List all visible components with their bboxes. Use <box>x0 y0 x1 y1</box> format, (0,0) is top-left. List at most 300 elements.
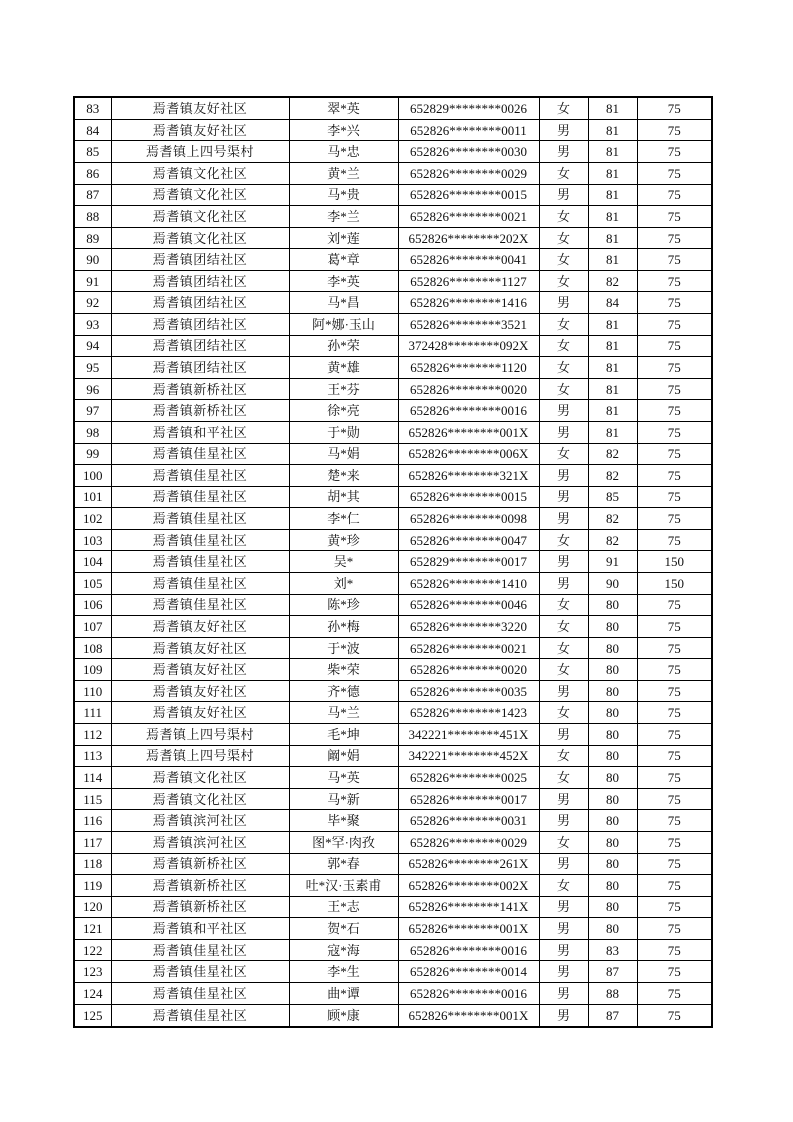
community-cell: 焉耆镇友好社区 <box>111 659 289 681</box>
age-cell: 81 <box>588 249 637 271</box>
age-cell: 88 <box>588 982 637 1004</box>
age-cell: 81 <box>588 184 637 206</box>
name-cell: 图*罕·肉孜 <box>289 831 398 853</box>
id-cell: 652826********0029 <box>398 831 539 853</box>
id-cell: 652826********321X <box>398 465 539 487</box>
name-cell: 郭*春 <box>289 853 398 875</box>
table-row <box>74 896 712 918</box>
age-cell: 80 <box>588 724 637 746</box>
amount-cell: 75 <box>637 1004 712 1027</box>
age-cell: 81 <box>588 141 637 163</box>
amount-cell: 75 <box>637 141 712 163</box>
amount-cell: 75 <box>637 853 712 875</box>
no-cell: 98 <box>74 421 111 443</box>
gender-cell: 男 <box>539 119 588 141</box>
table-row <box>74 875 712 897</box>
community-cell: 焉耆镇佳星社区 <box>111 465 289 487</box>
id-cell: 342221********452X <box>398 745 539 767</box>
community-cell: 焉耆镇佳星社区 <box>111 573 289 595</box>
gender-cell: 男 <box>539 184 588 206</box>
no-cell: 111 <box>74 702 111 724</box>
table-row <box>74 831 712 853</box>
gender-cell: 女 <box>539 97 588 119</box>
name-cell: 毛*坤 <box>289 724 398 746</box>
gender-cell: 男 <box>539 508 588 530</box>
no-cell: 123 <box>74 961 111 983</box>
name-cell: 于*勋 <box>289 421 398 443</box>
amount-cell: 75 <box>637 637 712 659</box>
amount-cell: 75 <box>637 184 712 206</box>
table-row <box>74 853 712 875</box>
age-cell: 83 <box>588 939 637 961</box>
table-row <box>74 314 712 336</box>
id-cell: 652826********0016 <box>398 400 539 422</box>
id-cell: 652826********0021 <box>398 206 539 228</box>
name-cell: 吴* <box>289 551 398 573</box>
amount-cell: 75 <box>637 659 712 681</box>
table-row <box>74 292 712 314</box>
amount-cell: 150 <box>637 551 712 573</box>
community-cell: 焉耆镇团结社区 <box>111 314 289 336</box>
age-cell: 80 <box>588 594 637 616</box>
table-row <box>74 141 712 163</box>
table-row <box>74 335 712 357</box>
age-cell: 85 <box>588 486 637 508</box>
community-cell: 焉耆镇团结社区 <box>111 249 289 271</box>
gender-cell: 女 <box>539 702 588 724</box>
name-cell: 王*志 <box>289 896 398 918</box>
name-cell: 马*贵 <box>289 184 398 206</box>
age-cell: 81 <box>588 119 637 141</box>
no-cell: 113 <box>74 745 111 767</box>
age-cell: 80 <box>588 875 637 897</box>
no-cell: 122 <box>74 939 111 961</box>
gender-cell: 男 <box>539 961 588 983</box>
gender-cell: 男 <box>539 896 588 918</box>
age-cell: 82 <box>588 465 637 487</box>
table-row <box>74 551 712 573</box>
community-cell: 焉耆镇佳星社区 <box>111 443 289 465</box>
gender-cell: 女 <box>539 227 588 249</box>
amount-cell: 75 <box>637 421 712 443</box>
gender-cell: 男 <box>539 400 588 422</box>
name-cell: 陈*珍 <box>289 594 398 616</box>
name-cell: 孙*梅 <box>289 616 398 638</box>
community-cell: 焉耆镇文化社区 <box>111 184 289 206</box>
no-cell: 117 <box>74 831 111 853</box>
gender-cell: 男 <box>539 788 588 810</box>
gender-cell: 女 <box>539 249 588 271</box>
no-cell: 88 <box>74 206 111 228</box>
name-cell: 马*兰 <box>289 702 398 724</box>
amount-cell: 75 <box>637 163 712 185</box>
age-cell: 81 <box>588 378 637 400</box>
gender-cell: 女 <box>539 529 588 551</box>
age-cell: 80 <box>588 853 637 875</box>
gender-cell: 女 <box>539 637 588 659</box>
age-cell: 80 <box>588 659 637 681</box>
amount-cell: 75 <box>637 702 712 724</box>
no-cell: 109 <box>74 659 111 681</box>
id-cell: 652829********0017 <box>398 551 539 573</box>
community-cell: 焉耆镇友好社区 <box>111 97 289 119</box>
amount-cell: 75 <box>637 227 712 249</box>
no-cell: 96 <box>74 378 111 400</box>
community-cell: 焉耆镇滨河社区 <box>111 810 289 832</box>
no-cell: 118 <box>74 853 111 875</box>
table-row <box>74 97 712 119</box>
amount-cell: 75 <box>637 529 712 551</box>
id-cell: 652829********0026 <box>398 97 539 119</box>
amount-cell: 75 <box>637 918 712 940</box>
community-cell: 焉耆镇新桥社区 <box>111 896 289 918</box>
id-cell: 652826********141X <box>398 896 539 918</box>
amount-cell: 75 <box>637 270 712 292</box>
amount-cell: 150 <box>637 573 712 595</box>
gender-cell: 女 <box>539 357 588 379</box>
no-cell: 105 <box>74 573 111 595</box>
amount-cell: 75 <box>637 831 712 853</box>
community-cell: 焉耆镇上四号渠村 <box>111 141 289 163</box>
amount-cell: 75 <box>637 292 712 314</box>
table-row <box>74 443 712 465</box>
age-cell: 80 <box>588 918 637 940</box>
no-cell: 110 <box>74 680 111 702</box>
gender-cell: 女 <box>539 659 588 681</box>
amount-cell: 75 <box>637 616 712 638</box>
table-row <box>74 421 712 443</box>
gender-cell: 男 <box>539 853 588 875</box>
community-cell: 焉耆镇和平社区 <box>111 918 289 940</box>
table-row <box>74 573 712 595</box>
no-cell: 87 <box>74 184 111 206</box>
id-cell: 652826********0025 <box>398 767 539 789</box>
age-cell: 82 <box>588 529 637 551</box>
no-cell: 83 <box>74 97 111 119</box>
community-cell: 焉耆镇佳星社区 <box>111 939 289 961</box>
community-cell: 焉耆镇文化社区 <box>111 227 289 249</box>
table-row <box>74 249 712 271</box>
no-cell: 115 <box>74 788 111 810</box>
gender-cell: 男 <box>539 724 588 746</box>
amount-cell: 75 <box>637 378 712 400</box>
table-row <box>74 724 712 746</box>
name-cell: 黄*兰 <box>289 163 398 185</box>
community-cell: 焉耆镇团结社区 <box>111 270 289 292</box>
community-cell: 焉耆镇团结社区 <box>111 357 289 379</box>
gender-cell: 女 <box>539 314 588 336</box>
no-cell: 100 <box>74 465 111 487</box>
community-cell: 焉耆镇佳星社区 <box>111 982 289 1004</box>
no-cell: 90 <box>74 249 111 271</box>
name-cell: 顾*康 <box>289 1004 398 1027</box>
age-cell: 90 <box>588 573 637 595</box>
age-cell: 80 <box>588 680 637 702</box>
no-cell: 114 <box>74 767 111 789</box>
gender-cell: 女 <box>539 594 588 616</box>
name-cell: 刘* <box>289 573 398 595</box>
id-cell: 652826********0017 <box>398 788 539 810</box>
no-cell: 91 <box>74 270 111 292</box>
name-cell: 于*波 <box>289 637 398 659</box>
age-cell: 80 <box>588 637 637 659</box>
gender-cell: 男 <box>539 918 588 940</box>
id-cell: 652826********0020 <box>398 659 539 681</box>
age-cell: 84 <box>588 292 637 314</box>
table-row <box>74 486 712 508</box>
id-cell: 652826********001X <box>398 421 539 443</box>
name-cell: 马*新 <box>289 788 398 810</box>
table-row <box>74 637 712 659</box>
gender-cell: 男 <box>539 551 588 573</box>
amount-cell: 75 <box>637 745 712 767</box>
community-cell: 焉耆镇佳星社区 <box>111 1004 289 1027</box>
no-cell: 97 <box>74 400 111 422</box>
name-cell: 李*仁 <box>289 508 398 530</box>
id-cell: 652826********0015 <box>398 486 539 508</box>
amount-cell: 75 <box>637 465 712 487</box>
id-cell: 652826********1120 <box>398 357 539 379</box>
name-cell: 李*生 <box>289 961 398 983</box>
no-cell: 106 <box>74 594 111 616</box>
gender-cell: 男 <box>539 939 588 961</box>
table-row <box>74 270 712 292</box>
no-cell: 125 <box>74 1004 111 1027</box>
name-cell: 曲*谭 <box>289 982 398 1004</box>
community-cell: 焉耆镇友好社区 <box>111 637 289 659</box>
community-cell: 焉耆镇文化社区 <box>111 163 289 185</box>
amount-cell: 75 <box>637 508 712 530</box>
amount-cell: 75 <box>637 314 712 336</box>
id-cell: 652826********0046 <box>398 594 539 616</box>
age-cell: 80 <box>588 788 637 810</box>
table-row <box>74 163 712 185</box>
id-cell: 652826********0016 <box>398 939 539 961</box>
gender-cell: 男 <box>539 292 588 314</box>
community-cell: 焉耆镇和平社区 <box>111 421 289 443</box>
amount-cell: 75 <box>637 594 712 616</box>
no-cell: 86 <box>74 163 111 185</box>
amount-cell: 75 <box>637 982 712 1004</box>
name-cell: 李*兴 <box>289 119 398 141</box>
no-cell: 104 <box>74 551 111 573</box>
no-cell: 94 <box>74 335 111 357</box>
age-cell: 80 <box>588 702 637 724</box>
name-cell: 寇*海 <box>289 939 398 961</box>
gender-cell: 女 <box>539 616 588 638</box>
age-cell: 80 <box>588 810 637 832</box>
community-cell: 焉耆镇团结社区 <box>111 335 289 357</box>
name-cell: 阚*娟 <box>289 745 398 767</box>
gender-cell: 男 <box>539 982 588 1004</box>
gender-cell: 女 <box>539 378 588 400</box>
age-cell: 81 <box>588 163 637 185</box>
id-cell: 652826********0035 <box>398 680 539 702</box>
id-cell: 652826********0016 <box>398 982 539 1004</box>
name-cell: 马*娟 <box>289 443 398 465</box>
amount-cell: 75 <box>637 486 712 508</box>
age-cell: 81 <box>588 314 637 336</box>
table-row <box>74 206 712 228</box>
id-cell: 372428********092X <box>398 335 539 357</box>
table-row <box>74 594 712 616</box>
gender-cell: 男 <box>539 573 588 595</box>
name-cell: 徐*亮 <box>289 400 398 422</box>
no-cell: 101 <box>74 486 111 508</box>
age-cell: 80 <box>588 896 637 918</box>
amount-cell: 75 <box>637 680 712 702</box>
id-cell: 652826********001X <box>398 1004 539 1027</box>
community-cell: 焉耆镇新桥社区 <box>111 378 289 400</box>
table-row <box>74 378 712 400</box>
no-cell: 120 <box>74 896 111 918</box>
community-cell: 焉耆镇佳星社区 <box>111 486 289 508</box>
name-cell: 吐*汉·玉素甫 <box>289 875 398 897</box>
no-cell: 93 <box>74 314 111 336</box>
no-cell: 103 <box>74 529 111 551</box>
age-cell: 82 <box>588 270 637 292</box>
amount-cell: 75 <box>637 875 712 897</box>
name-cell: 马*忠 <box>289 141 398 163</box>
table-row <box>74 767 712 789</box>
id-cell: 652826********0047 <box>398 529 539 551</box>
no-cell: 95 <box>74 357 111 379</box>
community-cell: 焉耆镇佳星社区 <box>111 529 289 551</box>
table-row <box>74 529 712 551</box>
community-cell: 焉耆镇佳星社区 <box>111 594 289 616</box>
gender-cell: 男 <box>539 421 588 443</box>
beneficiary-table-body <box>74 97 712 1027</box>
age-cell: 81 <box>588 335 637 357</box>
amount-cell: 75 <box>637 206 712 228</box>
id-cell: 652826********0041 <box>398 249 539 271</box>
no-cell: 124 <box>74 982 111 1004</box>
gender-cell: 女 <box>539 335 588 357</box>
community-cell: 焉耆镇新桥社区 <box>111 400 289 422</box>
age-cell: 81 <box>588 357 637 379</box>
age-cell: 80 <box>588 767 637 789</box>
name-cell: 马*昌 <box>289 292 398 314</box>
id-cell: 652826********0015 <box>398 184 539 206</box>
id-cell: 652826********0014 <box>398 961 539 983</box>
name-cell: 柴*荣 <box>289 659 398 681</box>
table-row <box>74 982 712 1004</box>
name-cell: 黄*珍 <box>289 529 398 551</box>
name-cell: 李*兰 <box>289 206 398 228</box>
id-cell: 652826********0020 <box>398 378 539 400</box>
community-cell: 焉耆镇佳星社区 <box>111 551 289 573</box>
id-cell: 652826********002X <box>398 875 539 897</box>
name-cell: 翠*英 <box>289 97 398 119</box>
id-cell: 652826********0029 <box>398 163 539 185</box>
table-row <box>74 745 712 767</box>
age-cell: 80 <box>588 745 637 767</box>
name-cell: 毕*聚 <box>289 810 398 832</box>
no-cell: 99 <box>74 443 111 465</box>
community-cell: 焉耆镇上四号渠村 <box>111 724 289 746</box>
gender-cell: 女 <box>539 831 588 853</box>
table-row <box>74 616 712 638</box>
table-row <box>74 659 712 681</box>
age-cell: 87 <box>588 1004 637 1027</box>
gender-cell: 男 <box>539 1004 588 1027</box>
age-cell: 81 <box>588 227 637 249</box>
table-row <box>74 702 712 724</box>
amount-cell: 75 <box>637 249 712 271</box>
community-cell: 焉耆镇佳星社区 <box>111 508 289 530</box>
community-cell: 焉耆镇滨河社区 <box>111 831 289 853</box>
community-cell: 焉耆镇新桥社区 <box>111 853 289 875</box>
no-cell: 107 <box>74 616 111 638</box>
table-row <box>74 961 712 983</box>
table-row <box>74 1004 712 1027</box>
age-cell: 82 <box>588 508 637 530</box>
id-cell: 652826********006X <box>398 443 539 465</box>
age-cell: 80 <box>588 616 637 638</box>
no-cell: 102 <box>74 508 111 530</box>
name-cell: 王*芬 <box>289 378 398 400</box>
community-cell: 焉耆镇友好社区 <box>111 680 289 702</box>
name-cell: 孙*荣 <box>289 335 398 357</box>
id-cell: 652826********261X <box>398 853 539 875</box>
no-cell: 89 <box>74 227 111 249</box>
amount-cell: 75 <box>637 443 712 465</box>
id-cell: 652826********0021 <box>398 637 539 659</box>
no-cell: 92 <box>74 292 111 314</box>
no-cell: 112 <box>74 724 111 746</box>
gender-cell: 女 <box>539 745 588 767</box>
id-cell: 652826********0011 <box>398 119 539 141</box>
name-cell: 齐*德 <box>289 680 398 702</box>
no-cell: 85 <box>74 141 111 163</box>
id-cell: 652826********001X <box>398 918 539 940</box>
table-row <box>74 400 712 422</box>
community-cell: 焉耆镇新桥社区 <box>111 875 289 897</box>
id-cell: 652826********0098 <box>398 508 539 530</box>
community-cell: 焉耆镇文化社区 <box>111 206 289 228</box>
id-cell: 652826********3220 <box>398 616 539 638</box>
no-cell: 108 <box>74 637 111 659</box>
name-cell: 贺*石 <box>289 918 398 940</box>
gender-cell: 女 <box>539 206 588 228</box>
id-cell: 652826********3521 <box>398 314 539 336</box>
id-cell: 652826********1416 <box>398 292 539 314</box>
gender-cell: 女 <box>539 443 588 465</box>
table-row <box>74 788 712 810</box>
community-cell: 焉耆镇友好社区 <box>111 616 289 638</box>
gender-cell: 男 <box>539 141 588 163</box>
amount-cell: 75 <box>637 357 712 379</box>
gender-cell: 女 <box>539 767 588 789</box>
name-cell: 刘*莲 <box>289 227 398 249</box>
community-cell: 焉耆镇文化社区 <box>111 788 289 810</box>
age-cell: 81 <box>588 97 637 119</box>
table-row <box>74 357 712 379</box>
amount-cell: 75 <box>637 961 712 983</box>
age-cell: 82 <box>588 443 637 465</box>
table-row <box>74 810 712 832</box>
name-cell: 黄*雄 <box>289 357 398 379</box>
age-cell: 91 <box>588 551 637 573</box>
no-cell: 121 <box>74 918 111 940</box>
amount-cell: 75 <box>637 400 712 422</box>
beneficiary-table <box>73 96 713 1028</box>
table-row <box>74 119 712 141</box>
id-cell: 652826********1423 <box>398 702 539 724</box>
amount-cell: 75 <box>637 97 712 119</box>
id-cell: 652826********202X <box>398 227 539 249</box>
name-cell: 阿*娜·玉山 <box>289 314 398 336</box>
